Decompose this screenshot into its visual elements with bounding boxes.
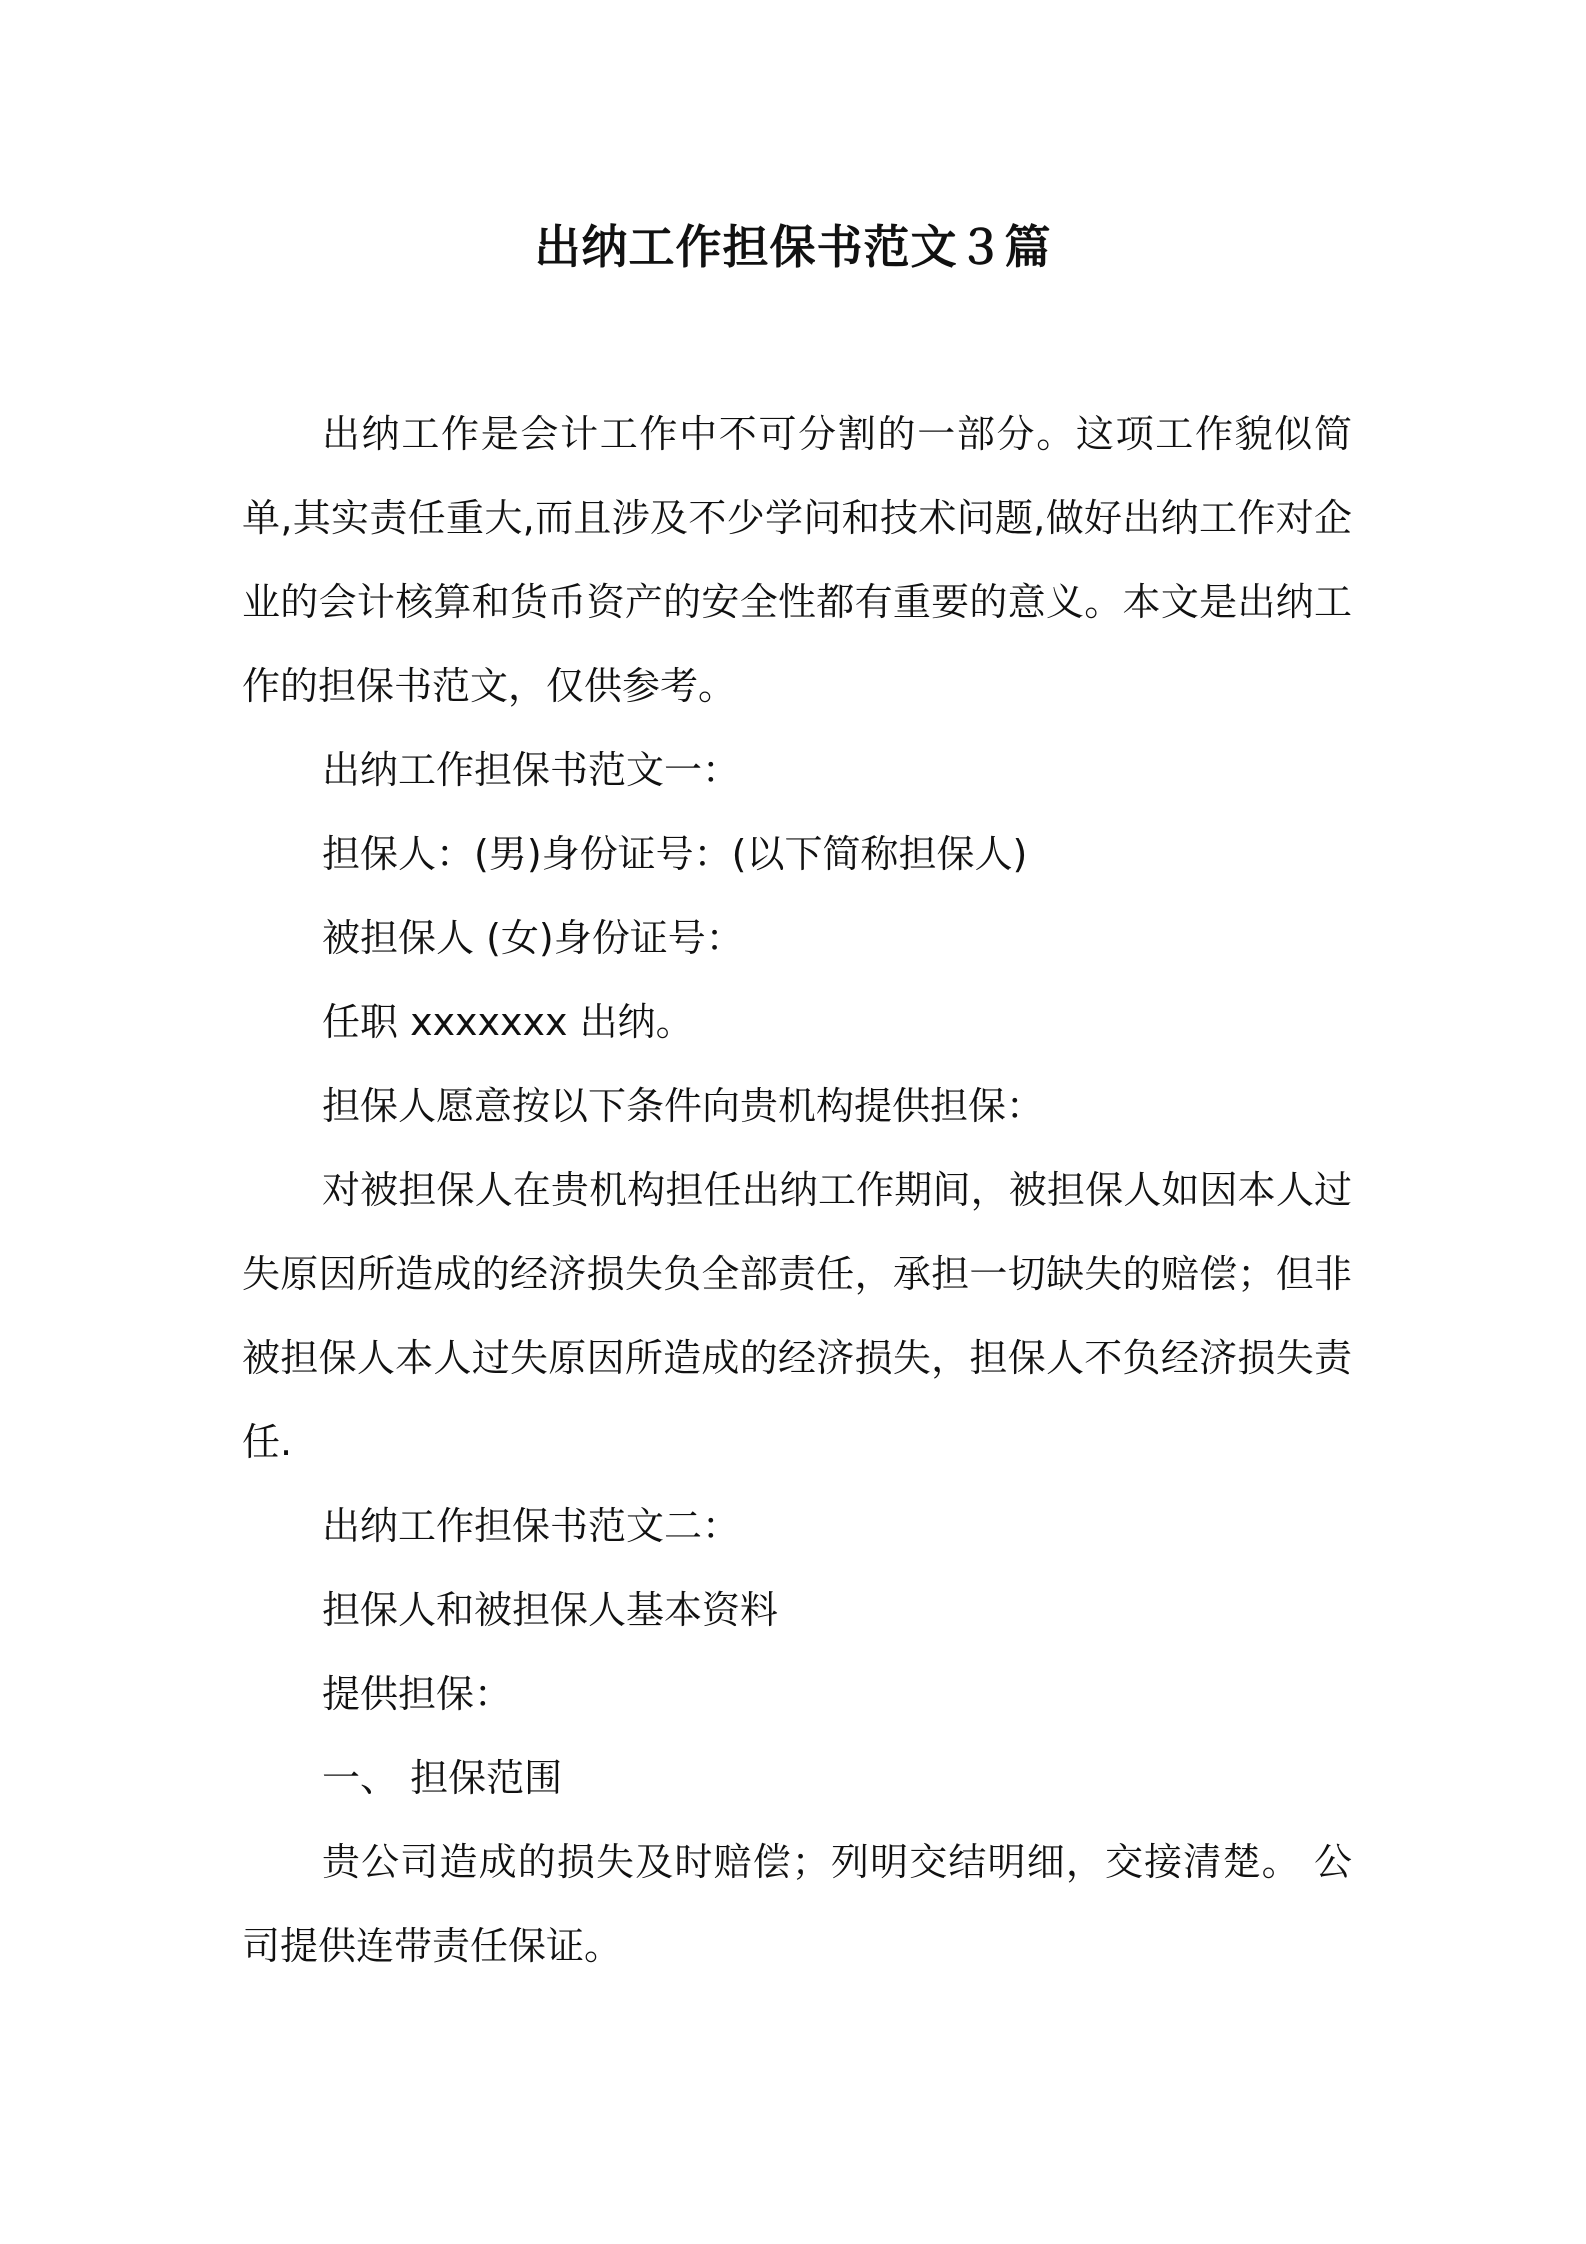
intro-paragraph: 出纳工作是会计工作中不可分割的一部分。这项工作貌似简单,其实责任重大,而且涉及不少学问和技术问题,做好出纳工作对企业的会计核算和货币资产的安全性都有重要的意义。本文是出纳工作的担保书范文，仅供参考。 [242,412,1352,708]
guaranteed-person-line: 被担保人 (女)身份证号： [322,916,744,960]
section-heading-sample-one: 出纳工作担保书范文一： [322,748,741,792]
guarantor-line: 担保人：(男)身份证号：(以下简称担保人) [322,832,1028,876]
scope-paragraph: 贵公司造成的损失及时赔偿；列明交结明细，交接清楚。 公司提供连带责任保证。 [242,1840,1352,1968]
document-body [242,392,1352,1988]
scope-heading: 一、 担保范围 [322,1756,563,1800]
liability-paragraph: 对被担保人在贵机构担任出纳工作期间，被担保人如因本人过失原因所造成的经济损失负全部责任，承担一切缺失的赔偿；但非被担保人本人过失原因所造成的经济损失，担保人不负经济损失责任. [242,1168,1352,1464]
position-line: 任职 xxxxxxx 出纳。 [322,1000,694,1044]
document-title: 出纳工作担保书范文３篇 [534,220,1052,274]
basic-info-line: 担保人和被担保人基本资料 [322,1588,779,1632]
section-heading-sample-two: 出纳工作担保书范文二： [322,1504,741,1548]
provide-guarantee-line: 提供担保： [322,1672,513,1716]
conditions-intro-line: 担保人愿意按以下条件向贵机构提供担保： [322,1084,1045,1128]
